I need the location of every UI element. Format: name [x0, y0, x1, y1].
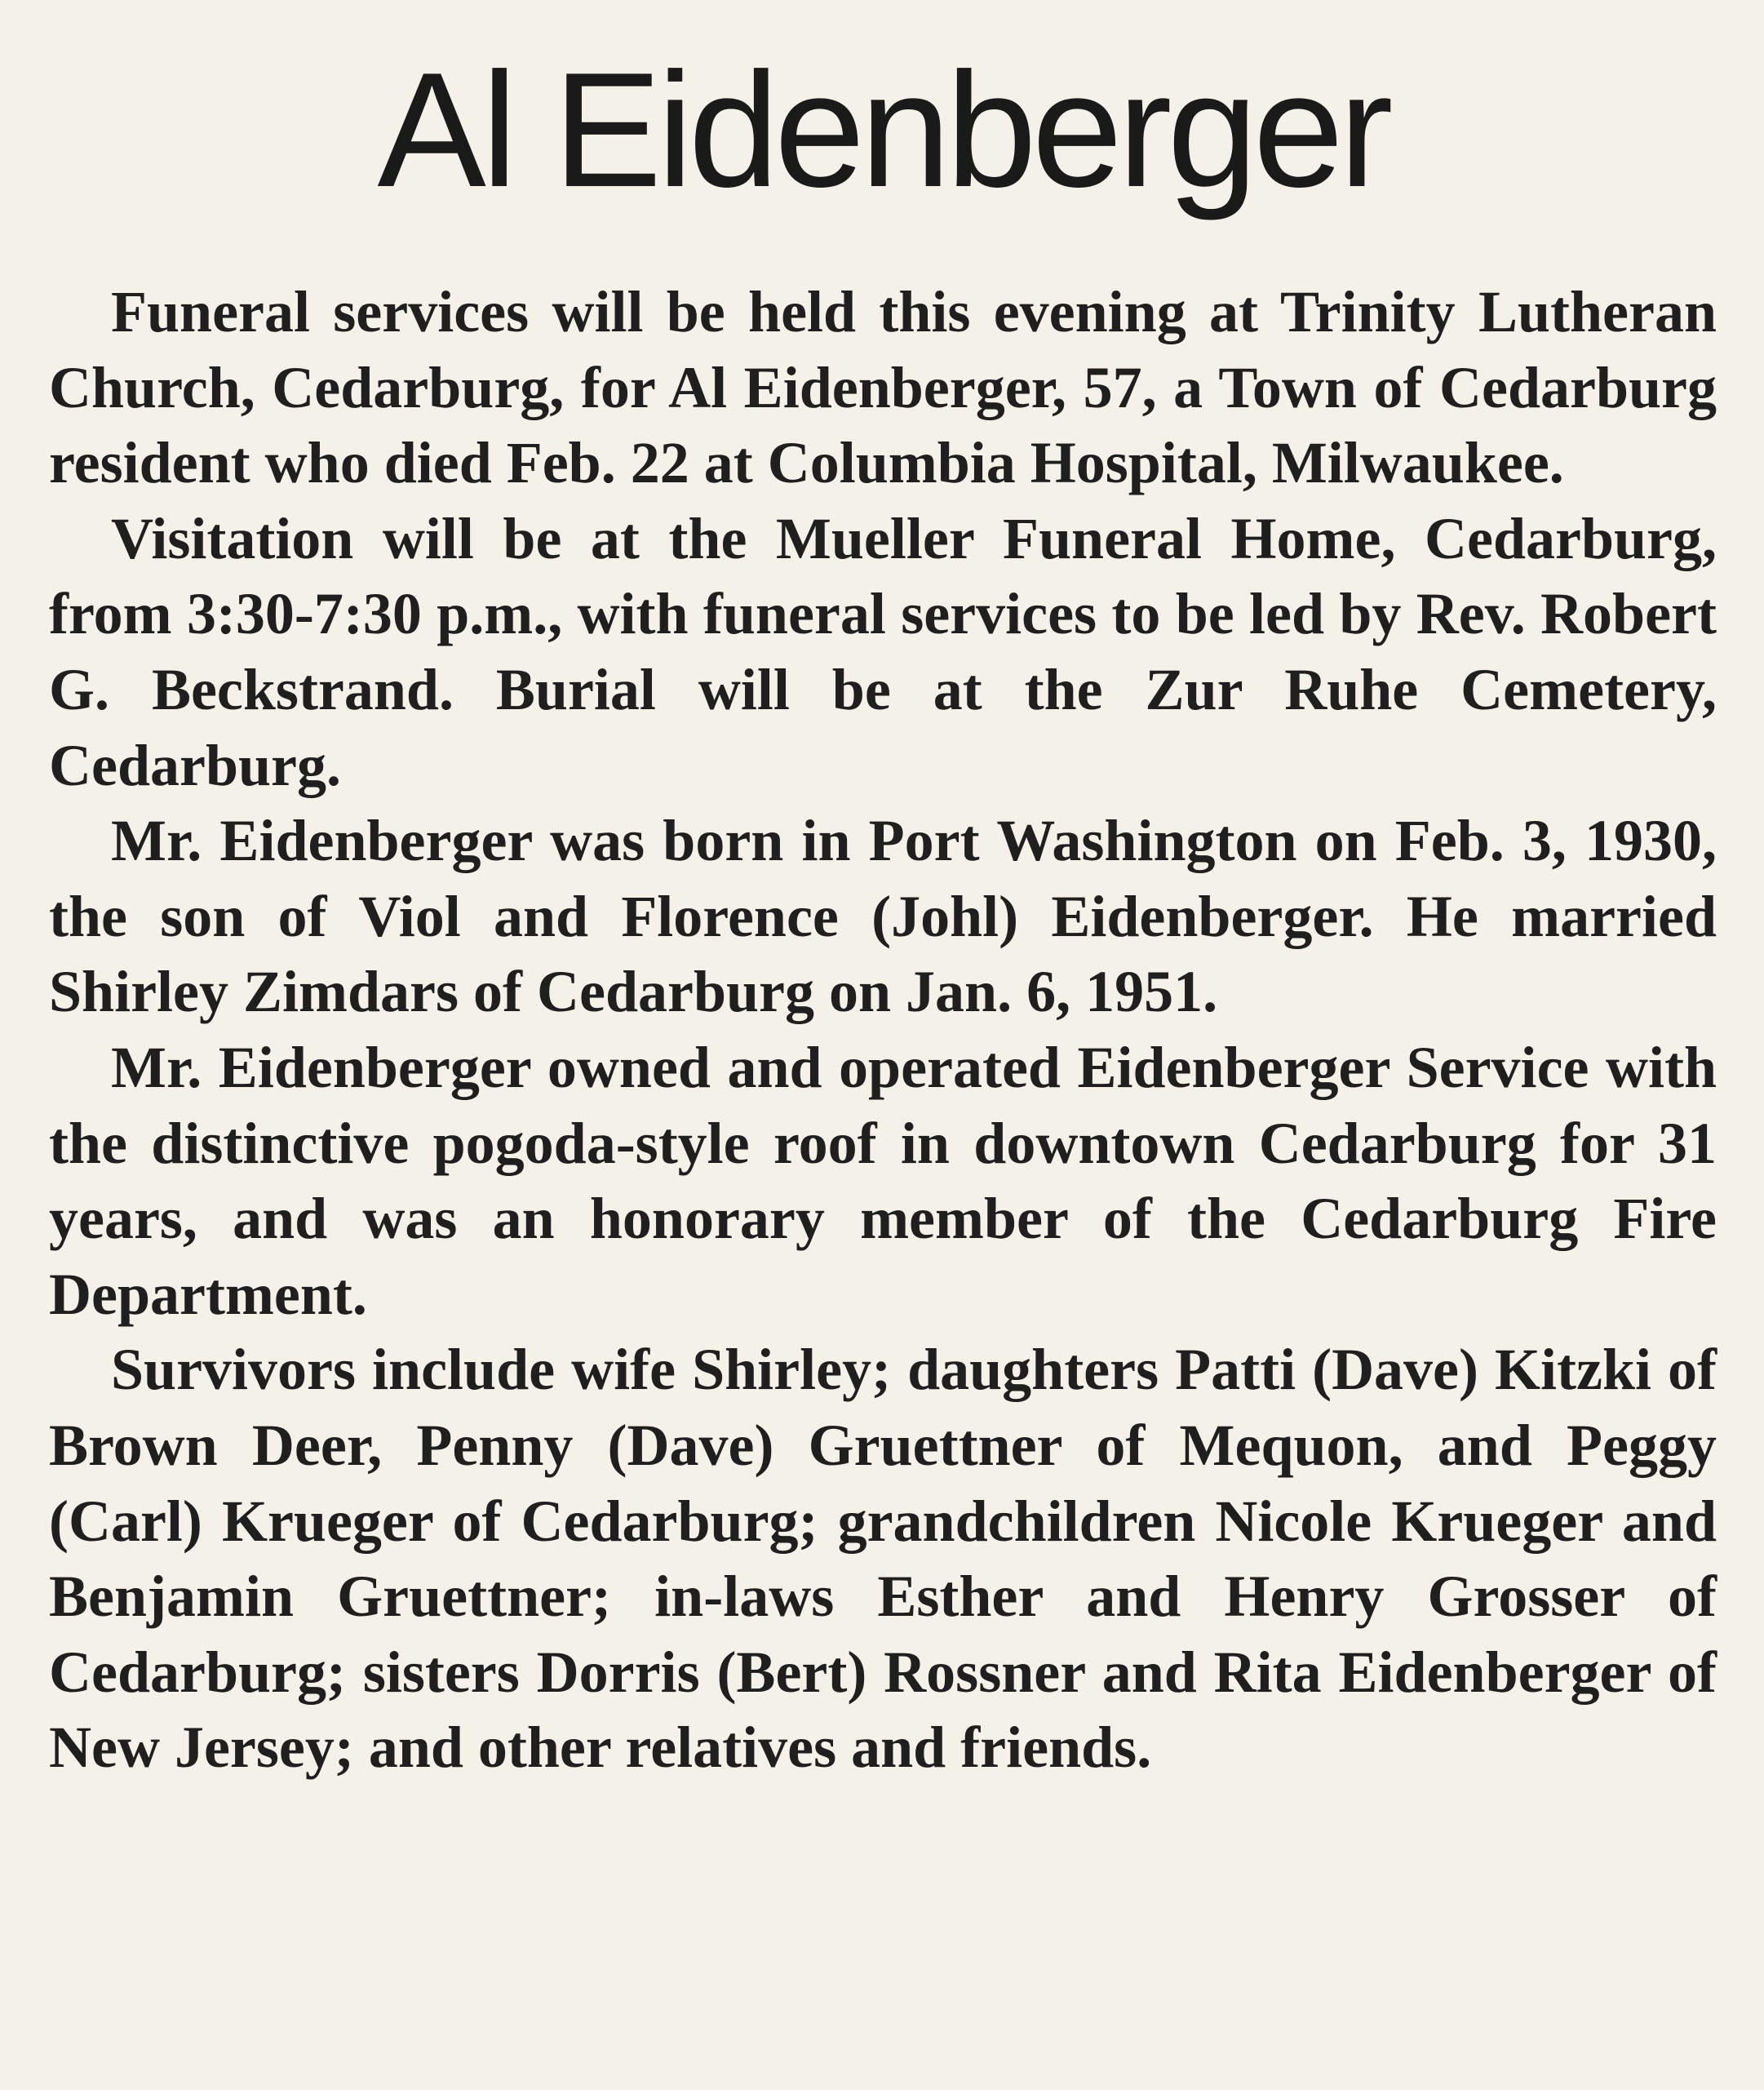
paragraph-survivors: Survivors include wife Shirley; daughters Patti (Dave) Kitzki of Brown Deer, Penny (Dave) Gruettner of Mequon, and Peggy (Carl) Krueger of Cedarburg; grandchildren Nicole Krueger and Benjamin Gruettner; in-laws Esther and Henry Grosser of Cedarburg; sisters Dorris (Bert) Rossner and Rita Eidenberger of New Jersey; and other relatives and friends. [49, 1337, 1717, 1781]
paragraph-funeral-services: Funeral services will be held this evening at Trinity Lutheran Church, Cedarburg, for Al Eidenberger, 57, a Town of Cedarburg resident who died Feb. 22 at Columbia Hospital, Milwaukee. [49, 279, 1717, 496]
obituary-headline: Al Eidenberger [377, 39, 1389, 221]
obituary-body [49, 274, 1717, 1786]
paragraph-career: Mr. Eidenberger owned and operated Eidenberger Service with the distinctive pogoda-style roof in downtown Cedarburg for 31 years, and was an honorary member of the Cedarburg Fire Department. [49, 1034, 1717, 1327]
paragraph-biography: Mr. Eidenberger was born in Port Washington on Feb. 3, 1930, the son of Viol and Florence (Johl) Eidenberger. He married Shirley Zimdars of Cedarburg on Jan. 6, 1951. [49, 808, 1717, 1025]
paragraph-visitation: Visitation will be at the Mueller Funeral Home, Cedarburg, from 3:30-7:30 p.m., with funeral services to be led by Rev. Robert G. Beckstrand. Burial will be at the Zur Ruhe Cemetery, Cedarburg. [49, 505, 1717, 798]
